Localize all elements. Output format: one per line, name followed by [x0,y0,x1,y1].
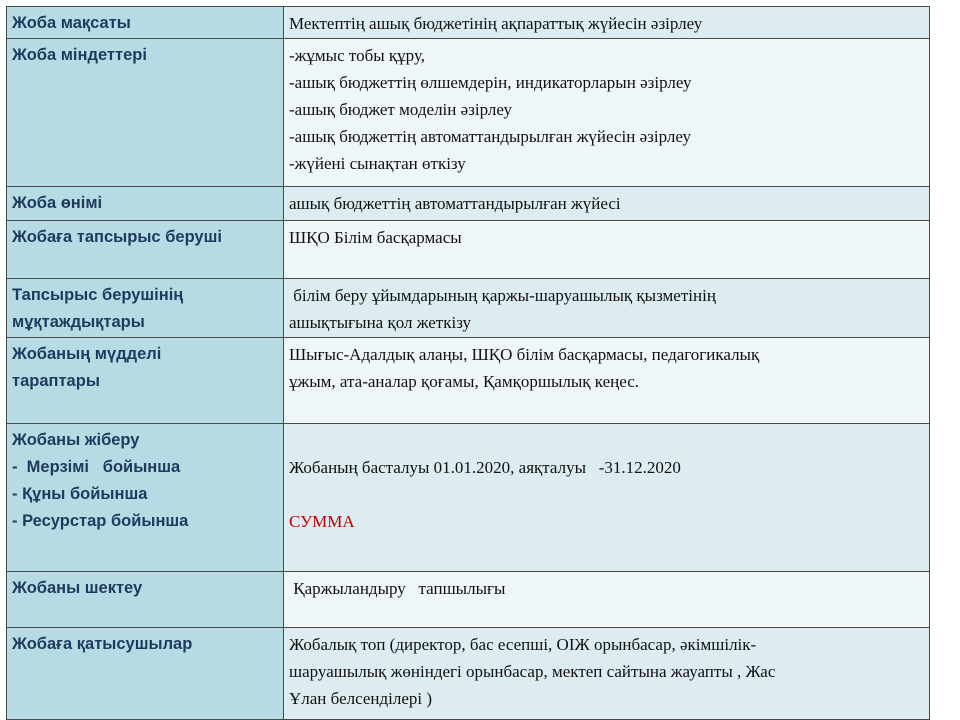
table-row [7,187,930,221]
key-line: Жоба мақсаты [12,14,131,32]
row-value [284,187,930,221]
row-value [284,279,930,338]
table-row [7,39,930,187]
key-line: тараптары [12,372,100,390]
row-key [7,279,284,338]
key-line: - Ресурстар бойынша [12,512,189,530]
table-row [7,221,930,279]
key-line: - Мерзімі бойынша [12,458,181,476]
row-key [7,39,284,187]
row-value [284,572,930,628]
table-row [7,572,930,628]
row-value [284,628,930,720]
value-line: Шығыс-Адалдық алаңы, ШҚО білім басқармасы, педагогикалық [289,345,760,364]
key-line: Жоба міндеттері [12,46,147,64]
table-row [7,279,930,338]
row-key [7,338,284,424]
value-line: -ашық бюджеттің автоматтандырылған жүйесін әзірлеу [289,127,691,146]
row-value [284,221,930,279]
value-line [289,481,924,508]
value-line: Ұлан белсенділері ) [289,689,433,708]
key-line: Жоба өнімі [12,194,103,212]
key-line: Жобаға тапсырыс беруші [12,228,222,246]
row-key [7,424,284,572]
key-line: Жобаның мүдделі [12,345,162,363]
key-line: Жобаны шектеу [12,579,143,597]
sum-placeholder: СУММА [289,512,355,531]
value-line: ашықтығына қол жеткізу [289,313,472,332]
key-line: Тапсырыс берушінің [12,286,184,304]
row-value [284,338,930,424]
row-value [284,7,930,39]
row-value [284,424,930,572]
value-line: шаруашылық жөніндегі орынбасар, мектеп сайтына жауапты , Жас [289,662,776,681]
value-line: -жұмыс тобы құру, [289,46,425,65]
key-line: Жобаны жіберу [12,431,140,449]
table-row [7,7,930,39]
row-key [7,7,284,39]
row-value [284,39,930,187]
row-key [7,572,284,628]
value-line: -жүйені сынақтан өткізу [289,154,466,173]
value-line: Мектептің ашық бюджетінің ақпараттық жүйесін әзірлеу [289,14,703,33]
value-line [289,427,924,454]
value-line: -ашық бюджет моделін әзірлеу [289,100,512,119]
value-line: ұжым, ата-аналар қоғамы, Қамқоршылық кеңес. [289,372,640,391]
row-key [7,187,284,221]
value-line: ашық бюджеттің автоматтандырылған жүйесі [289,194,621,213]
table-row [7,628,930,720]
value-line: -ашық бюджеттің өлшемдерін, индикаторларын әзірлеу [289,73,692,92]
key-line: мұқтаждықтары [12,313,145,331]
value-line: білім беру ұйымдарының қаржы-шаруашылық қызметінің [289,286,716,305]
row-key [7,221,284,279]
value-line: Жобалық топ (директор, бас есепші, ОІЖ орынбасар, әкімшілік- [289,635,757,654]
project-info-table [6,6,930,720]
value-line: Жобаның басталуы 01.01.2020, аяқталуы -31.12.2020 [289,458,681,477]
value-line: Қаржыландыру тапшылығы [289,579,506,598]
key-line: Жобаға қатысушылар [12,635,193,653]
table-row [7,424,930,572]
table-row [7,338,930,424]
value-line: ШҚО Білім басқармасы [289,228,462,247]
key-line: - Құны бойынша [12,485,148,503]
row-key [7,628,284,720]
